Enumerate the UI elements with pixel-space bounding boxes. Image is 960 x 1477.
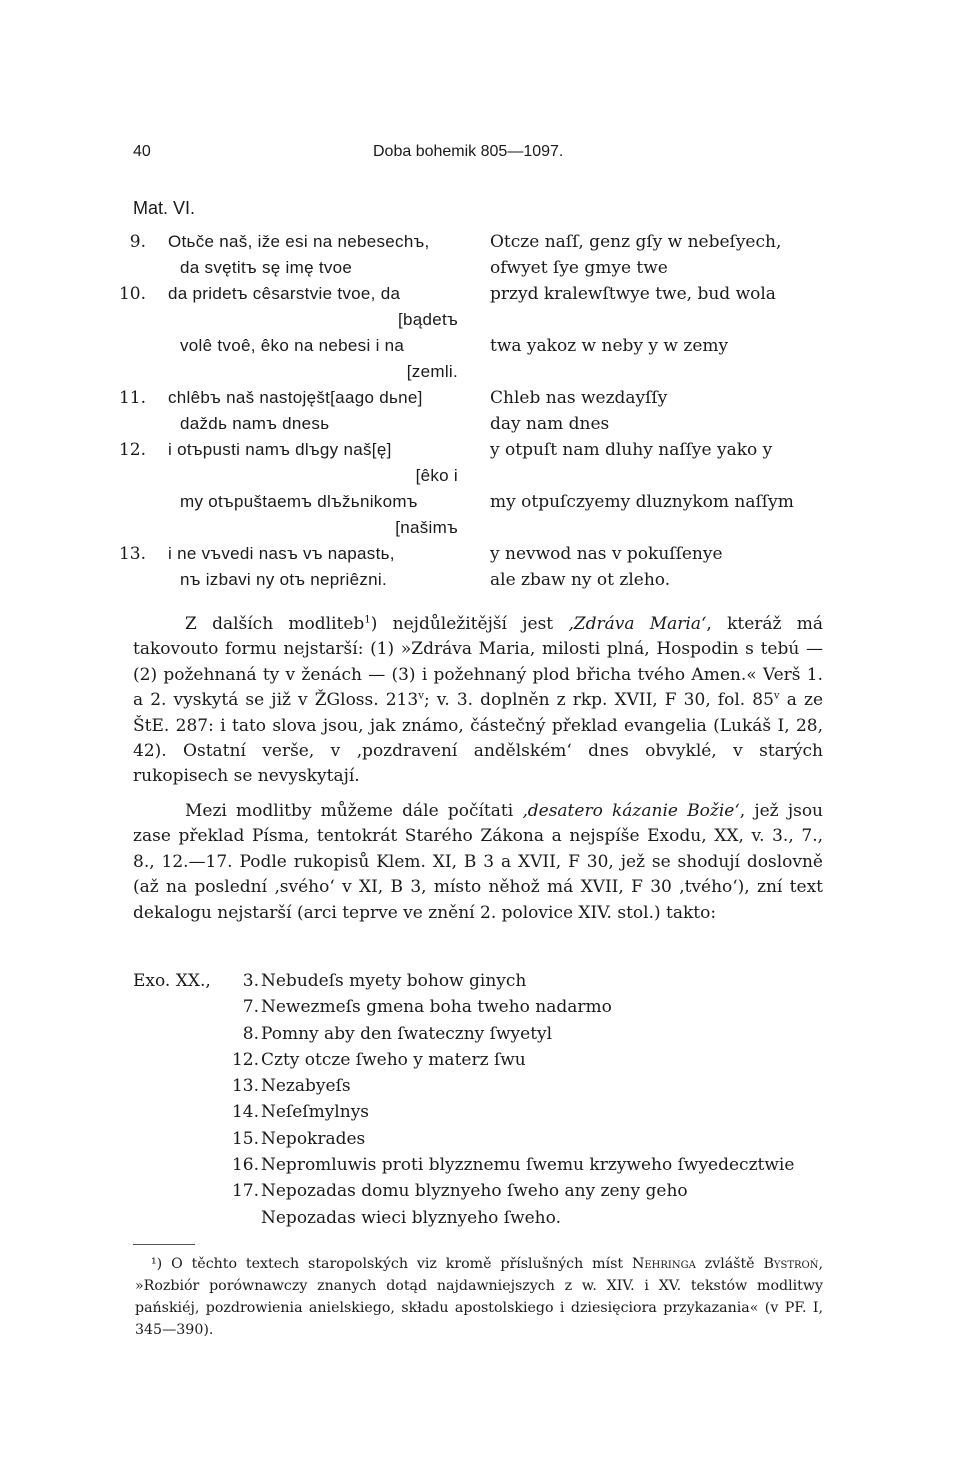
- old-czech-text: ofwyet ſye gmye twe: [490, 258, 668, 278]
- verse-line: [120, 437, 840, 463]
- verse-line: [120, 229, 840, 255]
- emphasis-title: ‚desatero kázanie Božie‘: [522, 801, 740, 821]
- running-title: Doba bohemik 805—1097.: [373, 143, 564, 160]
- author-name: Bystroń: [763, 1256, 819, 1272]
- verse-number: 8.: [242, 1023, 259, 1044]
- old-slavonic-text: i otъpusti namъ dlъgy naš[ę]: [168, 440, 392, 459]
- commandment-text: Nepozadas wieci blyznyeho ſweho.: [261, 1207, 561, 1228]
- commandment-text: Nezabyeſs: [261, 1076, 351, 1097]
- old-slavonic-text: daždь namъ dnesь: [180, 414, 330, 433]
- verse-number: 9.: [129, 232, 146, 252]
- commandment-text: Pomny aby den ſwateczny ſwyetyl: [261, 1023, 553, 1044]
- paragraph-text: ; v. 3. doplněn z rkp. XVII, F 30, fol. 85: [423, 690, 774, 711]
- section-label: Mat. VI.: [133, 198, 196, 218]
- old-slavonic-text: [êko i: [415, 466, 458, 485]
- paragraph-text: a ze ŠtE. 287: i tato slova jsou, jak známo, částečný překlad evangelia (Lukáš I, 28, 42). Ostatní verše, v ‚pozdravení andělském‘ dnes obvyklé, v starých rukopisech se nevyskytají.: [133, 690, 824, 787]
- superscript: v: [773, 690, 780, 702]
- commandment-text: Nepokrades: [261, 1128, 366, 1149]
- footnote: [135, 1253, 823, 1341]
- old-czech-text: Otcze naſſ, genz gſy w nebeſyech,: [490, 232, 782, 252]
- verse-line: [120, 567, 840, 593]
- verse-number: 10.: [118, 284, 146, 304]
- old-slavonic-text: i ne vъvedi nasъ vъ napastь,: [168, 544, 395, 563]
- verse-line: [120, 281, 840, 307]
- old-czech-text: my otpuſczyemy dluznykom naſſym: [490, 492, 794, 512]
- footnote-rule: [133, 1244, 195, 1245]
- old-slavonic-text: Otьče naš, iže esi na nebesechъ,: [168, 232, 430, 251]
- old-slavonic-text: chlêbъ naš nastojęšt[aago dьne]: [168, 388, 423, 407]
- old-czech-text: y nevwod nas v pokuſſenye: [490, 544, 723, 564]
- verse-line: [120, 333, 840, 359]
- emphasis-title: ‚Zdráva Maria‘: [568, 614, 707, 634]
- footnote-text: , »Rozbiór porównawczy znanych dotąd najdawniejszych z w. XIV. i XV. tekstów modlitwy pańskiéj, pozdrowienia anielskiego, składu apostolskiego i dziesięciora przykazania« (v PF. I, 345—390).: [135, 1256, 823, 1338]
- paragraph-text: ) nejdůležitější jest: [370, 614, 569, 634]
- old-czech-text: przyd kralewſtwye twe, bud wola: [490, 284, 776, 304]
- verse-number: 15.: [231, 1128, 259, 1149]
- old-slavonic-text: nъ izbavi ny otъ nepriêzni.: [180, 570, 388, 589]
- verse-number: 13.: [231, 1076, 259, 1097]
- verse-line: [120, 255, 840, 281]
- decalogue-line: [133, 1178, 833, 1204]
- verse-line: [120, 359, 840, 385]
- decalogue-line: [133, 1126, 833, 1152]
- commandment-text: Nebudeſs myety bohow ginych: [261, 971, 527, 991]
- footnote-mark: ¹): [151, 1256, 163, 1272]
- verse-line: [120, 515, 840, 541]
- verse-line: [120, 385, 840, 411]
- paragraph-text: , kteráž má takovouto formu nejstarší: (1) »Zdráva Maria, milosti plná, Hospodin s tebú — (2) požehnaná ty v ženách — (3) i požehnaný plod břicha tvého Amen.« Verš 1. a 2. vyskytá se již v ŽGloss. 213: [133, 614, 823, 711]
- decalogue-line: [133, 1205, 833, 1231]
- commandment-text: Newezmeſs gmena boha tweho nadarmo: [261, 997, 612, 1018]
- old-slavonic-text: volê tvoê, êko na nebesi i na: [180, 336, 405, 355]
- old-slavonic-text: [našimъ: [395, 518, 458, 537]
- old-czech-text: day nam dnes: [490, 414, 610, 434]
- commandment-text: Czty otcze ſweho y materz ſwu: [261, 1049, 526, 1070]
- paragraph-decalogue: [133, 799, 823, 926]
- verse-number: 16.: [231, 1155, 259, 1176]
- old-czech-text: Chleb nas wezdayſſy: [490, 388, 668, 408]
- pater-noster-parallel-text: [120, 229, 840, 593]
- footnote-text: O těchto textech staropolských viz kromě příslušných míst: [162, 1256, 632, 1272]
- superscript: v: [418, 690, 424, 702]
- decalogue-line: [133, 1152, 833, 1178]
- running-head: [133, 143, 833, 167]
- old-czech-text: ale zbaw ny ot zleho.: [490, 570, 671, 590]
- exodus-reference: Exo. XX.,: [133, 971, 211, 991]
- old-slavonic-text: [bądetъ: [398, 310, 458, 329]
- verse-line: [120, 411, 840, 437]
- footnote-text: zvláště: [695, 1256, 764, 1272]
- decalogue-list: [133, 968, 833, 1231]
- verse-number: 12.: [118, 440, 146, 460]
- verse-number: 14.: [231, 1102, 259, 1123]
- old-slavonic-text: da svętitъ sę imę tvoe: [180, 258, 353, 277]
- verse-number: 3.: [242, 971, 259, 991]
- decalogue-line: [133, 968, 833, 994]
- verse-line: [120, 489, 840, 515]
- verse-line: [120, 307, 840, 333]
- old-slavonic-text: [zemli.: [406, 362, 458, 381]
- old-slavonic-text: my otъpuštaemъ dlъžьnikomъ: [180, 492, 418, 511]
- decalogue-line: [133, 1021, 833, 1047]
- paragraph-text: Z dalších modliteb: [185, 614, 365, 634]
- paragraph-text: , jež jsou zase překlad Písma, tentokrát Starého Zákona a nejspíše Exodu, XX, v. 3., 7., 8., 12.—17. Podle rukopisů Klem. XI, B 3 a XVII, F 30, jež se shodují doslovně (až na poslední ‚svého‘ v XI, B 3, místo něhož má XVII, F 30 ‚tvého‘), zní text dekalogu nejstarší (arci teprve ve znění 2. polovice XIV. stol.) takto:: [133, 801, 824, 923]
- old-czech-text: twa yakoz w neby y w zemy: [490, 336, 729, 356]
- commandment-text: Nepozadas domu blyznyeho ſweho any zeny geho: [261, 1181, 688, 1202]
- page-number: 40: [133, 143, 151, 160]
- decalogue-line: [133, 1099, 833, 1125]
- author-name: Nehringa: [631, 1256, 696, 1272]
- decalogue-line: [133, 994, 833, 1020]
- paragraph-ave-maria: [133, 612, 823, 790]
- commandment-text: Neſeſmylnys: [261, 1102, 370, 1123]
- verse-number: 7.: [242, 997, 259, 1018]
- verse-number: 17.: [231, 1181, 259, 1202]
- decalogue-line: [133, 1047, 833, 1073]
- verse-number: 12.: [231, 1049, 259, 1070]
- verse-number: 13.: [118, 544, 146, 564]
- verse-line: [120, 463, 840, 489]
- verse-number: 11.: [118, 388, 146, 408]
- commandment-text: Nepromluwis proti blyzznemu ſwemu krzyweho ſwyedecztwie: [261, 1155, 795, 1176]
- old-czech-text: y otpuſt nam dluhy naſſye yako y: [490, 440, 773, 460]
- verse-line: [120, 541, 840, 567]
- paragraph-text: Mezi modlitby můžeme dále počítati: [185, 801, 523, 821]
- footnote-reference: 1: [364, 614, 371, 626]
- old-slavonic-text: da pridetъ cêsarstvie tvoe, da: [168, 284, 401, 303]
- decalogue-line: [133, 1073, 833, 1099]
